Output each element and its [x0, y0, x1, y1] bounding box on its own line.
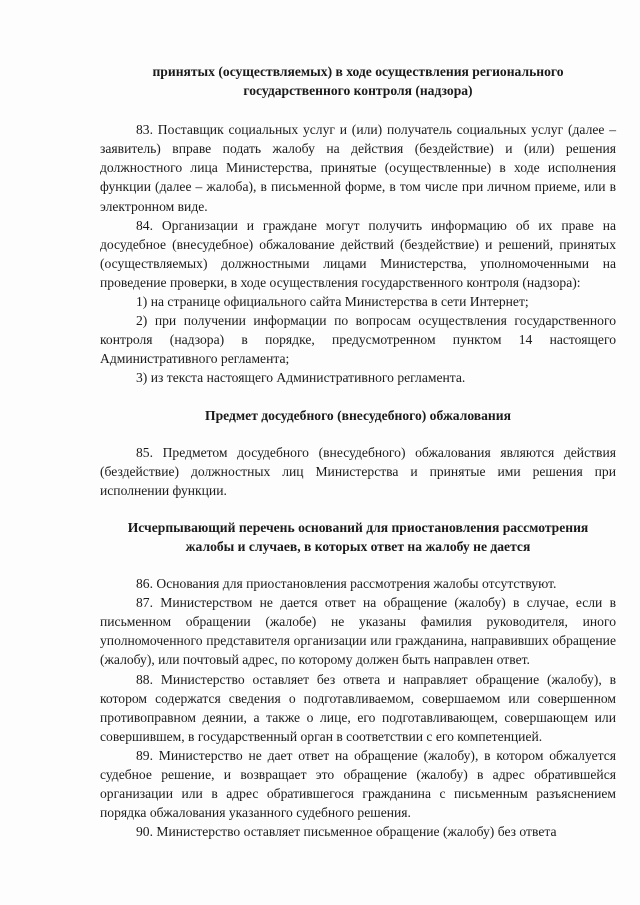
paragraph-87: 87. Министерством не дается ответ на обращение (жалобу) в случае, если в письменном обращении (жалобе) не указаны фамилия руководителя, иного уполномоченного представителя организации или гражданина, направивших обращение (жалобу), или почтовый адрес, по которому должен быть направлен ответ. [100, 595, 616, 668]
section-heading-appeal-subject: Предмет досудебного (внесудебного) обжалования [205, 407, 511, 423]
list-item-2: 2) при получении информации по вопросам осуществления государственного контроля (надзора) в порядке, предусмотренном пунктом 14 настоящего Административного регламента; [100, 313, 616, 367]
spacer [100, 425, 616, 443]
paragraph-89: 89. Министерство не дает ответ на обращение (жалобу), в котором обжалуется судебное решение, и возвращает это обращение (жалобу) в адрес обратившейся организации или в адрес обратившегося гражданина с письменным разъяснением порядка обжалования указанного судебного решения. [100, 747, 616, 821]
section-heading-grounds [100, 518, 616, 556]
section-heading-line-2: жалобы и случаев, в которых ответ на жалобу не дается [185, 538, 531, 554]
list-item-3: 3) из текста настоящего Административного регламента. [136, 370, 466, 386]
paragraph-83: 83. Поставщик социальных услуг и (или) получатель социальных услуг (далее – заявитель) вправе подать жалобу на действия (бездействие) и (или) решения должностного лица Министерства, принятые (осуществленные) в ходе исполнения функции (далее – жалоба), в письменной форме, в том числе при личном приеме, или в электронном виде. [100, 122, 616, 214]
paragraph-90: 90. Министерство оставляет письменное обращение (жалобу) без ответа [136, 824, 557, 840]
paragraph-84: 84. Организации и граждане могут получить информацию об их праве на досудебное (внесудебное) обжалование действий (бездействие) и решений, принятых (осуществляемых) должностными лицами Министерства, уполномоченными на проведение проверки, в ходе осуществления государственного контроля (надзора): [100, 217, 616, 290]
list-item-1: 1) на странице официального сайта Министерства в сети Интернет; [136, 294, 529, 310]
paragraph-85: 85. Предметом досудебного (внесудебного) обжалования являются действия (бездействие) должностных лиц Министерства и принятые ими решения при исполнении функции. [100, 444, 616, 498]
document-body [100, 62, 616, 841]
section-heading-line-1: принятых (осуществляемых) в ходе осуществления регионального [152, 64, 564, 79]
spacer [100, 100, 616, 120]
spacer [100, 388, 616, 406]
section-heading-continued [100, 62, 616, 100]
paragraph-88: 88. Министерство оставляет без ответа и направляет обращение (жалобу), в котором содержатся сведения о подготавливаемом, совершаемом или совершенном противоправном деянии, а также о лице, его подготавливающем, совершающем или совершившем, в государственный орган в соответствии с его компетенцией. [100, 671, 616, 744]
section-heading-line-1: Исчерпывающий перечень оснований для приостановления рассмотрения [127, 519, 589, 535]
paragraph-86: 86. Основания для приостановления рассмотрения жалобы отсутствуют. [136, 576, 557, 592]
spacer [100, 500, 616, 518]
spacer [100, 556, 616, 574]
section-heading-line-2: государственного контроля (надзора) [243, 83, 473, 99]
